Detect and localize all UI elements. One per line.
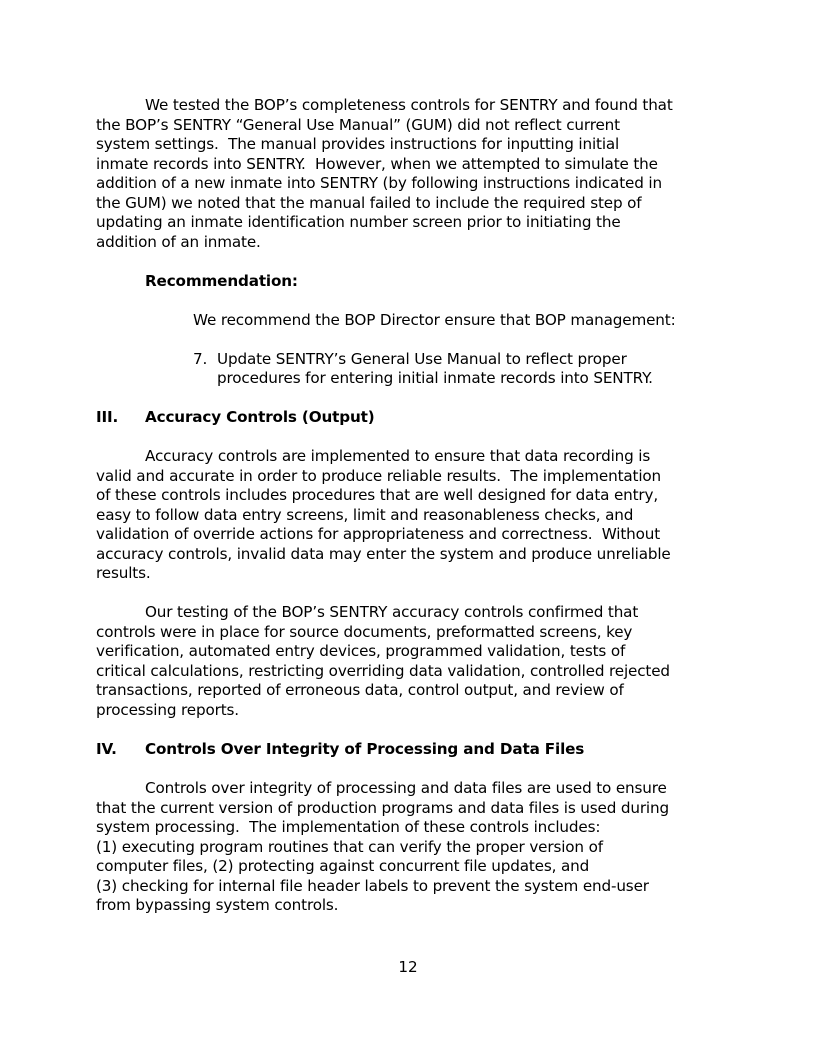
text-line: (1) executing program routines that can verify the proper version of	[96, 838, 603, 856]
section-number: III.	[96, 408, 119, 426]
text-line: Controls over integrity of processing and data files are used to ensure	[145, 779, 667, 797]
text-line: critical calculations, restricting overriding data validation, controlled rejected	[96, 662, 670, 680]
page-number: 12	[398, 958, 418, 976]
text-line: updating an inmate identification number screen prior to initiating the	[96, 213, 621, 231]
text-line: accuracy controls, invalid data may enter the system and produce unreliable	[96, 545, 671, 563]
text-line: easy to follow data entry screens, limit and reasonableness checks, and	[96, 506, 634, 524]
text-line: of these controls includes procedures that are well designed for data entry,	[96, 486, 659, 504]
text-line: valid and accurate in order to produce reliable results. The implementation	[96, 467, 662, 485]
text-line: (3) checking for internal file header labels to prevent the system end-user	[96, 877, 649, 895]
section-title: Accuracy Controls (Output)	[145, 408, 375, 426]
text-line: that the current version of production programs and data files is used during	[96, 799, 669, 817]
text-line: validation of override actions for appropriateness and correctness. Without	[96, 525, 661, 543]
text-line: procedures for entering initial inmate records into SENTRY.	[217, 369, 653, 387]
text-line: the BOP’s SENTRY “General Use Manual” (GUM) did not reflect current	[96, 116, 620, 134]
text-line: from bypassing system controls.	[96, 896, 339, 914]
recommendation-intro: We recommend the BOP Director ensure that BOP management:	[193, 311, 676, 329]
text-line: controls were in place for source documents, preformatted screens, key	[96, 623, 633, 641]
text-line: system processing. The implementation of these controls includes:	[96, 818, 601, 836]
text-line: addition of a new inmate into SENTRY (by following instructions indicated in	[96, 174, 662, 192]
text-line: system settings. The manual provides instructions for inputting initial	[96, 135, 620, 153]
text-line: computer files, (2) protecting against concurrent file updates, and	[96, 857, 590, 875]
text-line: processing reports.	[96, 701, 239, 719]
text-line: We tested the BOP’s completeness controls for SENTRY and found that	[145, 96, 673, 114]
text-line: transactions, reported of erroneous data, control output, and review of	[96, 681, 624, 699]
text-line: Update SENTRY’s General Use Manual to reflect proper	[217, 350, 627, 368]
text-line: results.	[96, 564, 151, 582]
list-number: 7.	[193, 350, 208, 368]
text-line: Our testing of the BOP’s SENTRY accuracy controls confirmed that	[145, 603, 639, 621]
section-number: IV.	[96, 740, 117, 758]
text-line: addition of an inmate.	[96, 233, 261, 251]
text-line: verification, automated entry devices, programmed validation, tests of	[96, 642, 626, 660]
section-title: Controls Over Integrity of Processing and Data Files	[145, 740, 585, 758]
recommendation-heading: Recommendation:	[145, 272, 298, 290]
text-line: Accuracy controls are implemented to ensure that data recording is	[145, 447, 651, 465]
text-line: inmate records into SENTRY. However, when we attempted to simulate the	[96, 155, 658, 173]
text-line: the GUM) we noted that the manual failed to include the required step of	[96, 194, 642, 212]
